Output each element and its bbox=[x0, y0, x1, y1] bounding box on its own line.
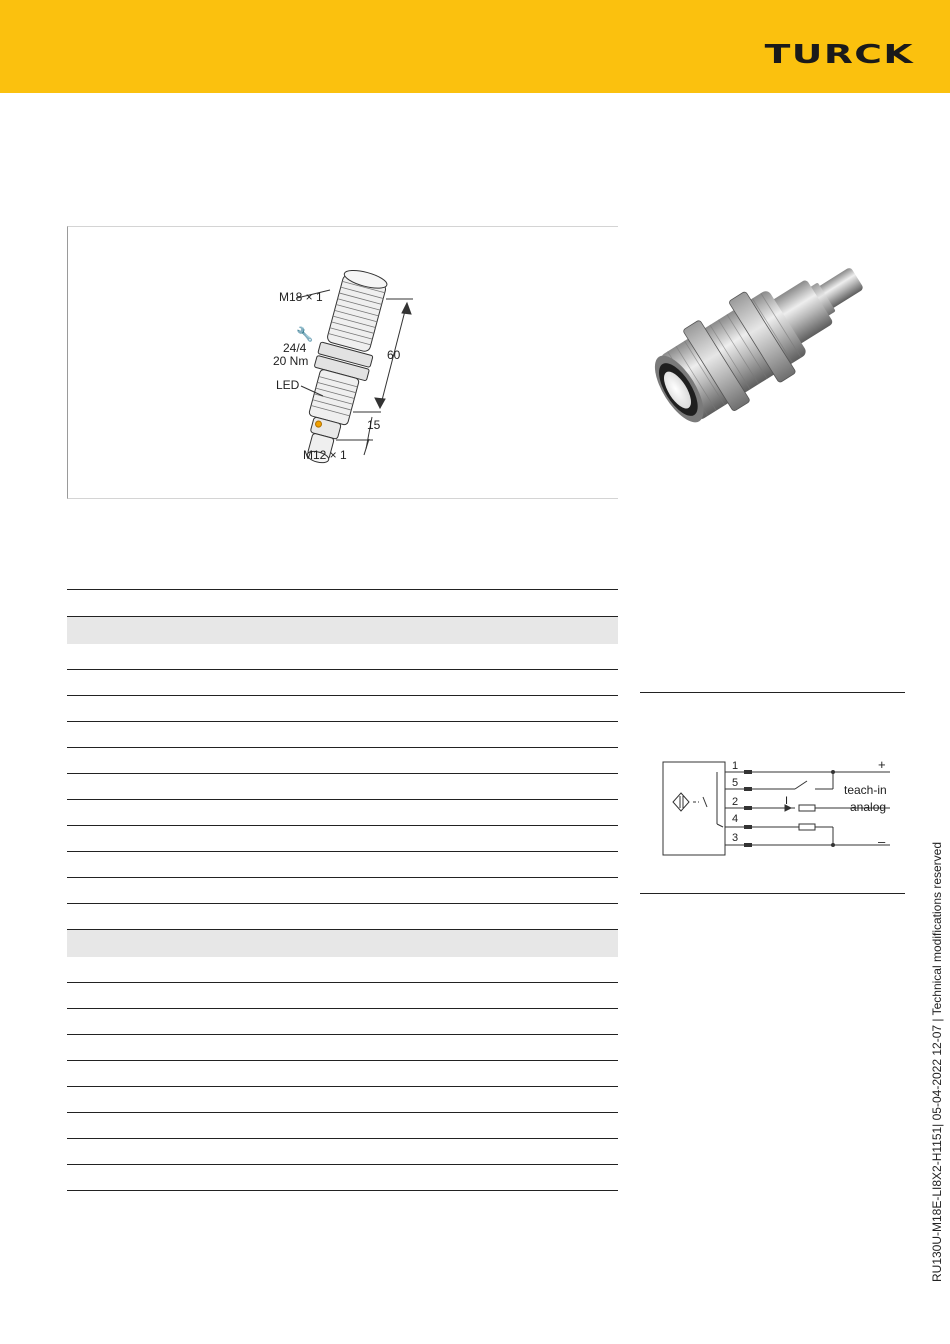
pin-3-label: 3 bbox=[732, 832, 739, 844]
turck-logo: TURCK bbox=[764, 40, 914, 70]
wrench-size-label: 24/4 bbox=[283, 341, 307, 355]
wrench-icon: 🔧 bbox=[296, 326, 314, 342]
table-row bbox=[67, 1165, 618, 1191]
pin-2-label: 2 bbox=[732, 796, 739, 808]
side-note: RU130U-M18E-LI8X2-H1151| 05-04-2022 12-07 | Technical modifications reserved bbox=[930, 841, 944, 1282]
table-row bbox=[67, 1087, 618, 1113]
table-row bbox=[67, 1035, 618, 1061]
led-label: LED bbox=[276, 378, 300, 392]
teach-in-label: teach-in bbox=[844, 783, 887, 797]
table-row bbox=[67, 800, 618, 826]
table-row bbox=[67, 1139, 618, 1165]
pin-1-label: 1 bbox=[732, 760, 739, 772]
specification-table bbox=[67, 589, 618, 1191]
pin-4-label: 4 bbox=[732, 813, 739, 825]
table-row bbox=[67, 1113, 618, 1139]
table-section-header bbox=[67, 930, 618, 957]
table-row bbox=[67, 1009, 618, 1035]
table-row bbox=[67, 589, 618, 617]
table-row bbox=[67, 696, 618, 722]
torque-label: 20 Nm bbox=[273, 354, 309, 368]
product-photo bbox=[632, 230, 896, 442]
length-label: 60 bbox=[387, 348, 401, 362]
minus-label: – bbox=[878, 834, 886, 849]
plus-label: + bbox=[878, 757, 886, 772]
analog-label: analog bbox=[850, 800, 887, 814]
table-row bbox=[67, 878, 618, 904]
table-row bbox=[67, 774, 618, 800]
connector-length-label: 15 bbox=[367, 418, 381, 432]
dimension-drawing bbox=[67, 226, 618, 499]
header-bar bbox=[0, 0, 950, 93]
thread-bottom-label: M12 × 1 bbox=[303, 448, 347, 462]
table-section-header bbox=[67, 617, 618, 644]
current-symbol-label: I bbox=[785, 795, 789, 807]
table-row bbox=[67, 644, 618, 670]
table-row bbox=[67, 957, 618, 983]
table-row bbox=[67, 852, 618, 878]
table-row bbox=[67, 1061, 618, 1087]
table-row bbox=[67, 904, 618, 930]
wiring-diagram bbox=[655, 752, 900, 860]
table-row bbox=[67, 722, 618, 748]
thread-top-label: M18 × 1 bbox=[279, 290, 323, 304]
table-row bbox=[67, 670, 618, 696]
wiring-bottom-rule bbox=[640, 893, 905, 894]
pin-5-label: 5 bbox=[732, 777, 739, 789]
wiring-top-rule bbox=[640, 692, 905, 693]
table-row bbox=[67, 748, 618, 774]
table-row bbox=[67, 983, 618, 1009]
table-row bbox=[67, 826, 618, 852]
